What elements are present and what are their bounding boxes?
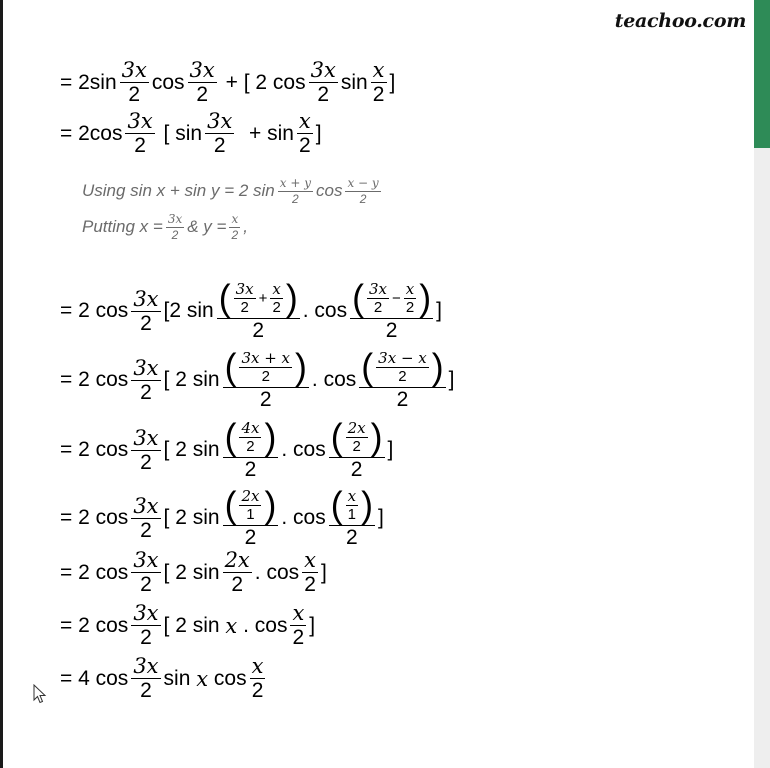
equation-line-2 (60, 110, 322, 157)
term-text: 2 cos (78, 613, 129, 637)
term-text: ] (387, 438, 394, 462)
fraction: $\frac{x}{2}$ (231, 212, 239, 242)
brand-logo: teachoo.com (614, 10, 746, 32)
equation-line-7 (60, 549, 327, 596)
term-text: [ 2 sin (163, 438, 220, 462)
equals-sign: = (60, 613, 73, 637)
compound-fraction: ( $\frac{3x}{2}$ − $\frac{x}{2}$ ) 2 (352, 276, 432, 342)
note-text: Using sin x + sin y = 2 sin (82, 181, 275, 201)
term-text: cos (151, 70, 185, 94)
fraction: $\frac{x}{2}$ (298, 109, 311, 158)
left-border (0, 0, 3, 768)
equals-sign: = (60, 368, 73, 392)
fraction: $\frac{3x}{2}$ (133, 355, 159, 404)
term-text: [ 2 sin (163, 560, 220, 584)
equation-line-5 (60, 415, 394, 481)
note-text: Putting x = (82, 217, 163, 237)
term-text: ] (377, 506, 384, 530)
equation-line-3 (60, 276, 442, 342)
term-text: . cos (311, 368, 357, 392)
compound-fraction: ( $\frac{3x - x}{2}$ ) 2 (361, 345, 444, 411)
term-text: ] (320, 560, 327, 584)
fraction: $\frac{3x}{2}$ (207, 109, 233, 158)
variable-x: x (225, 613, 238, 638)
note-line-2 (82, 213, 248, 241)
compound-fraction: ( $\frac{3x}{2}$ + $\frac{x}{2}$ ) 2 (218, 276, 298, 342)
fraction: $\frac{x}{2}$ (292, 601, 305, 650)
term-text: sin (163, 666, 191, 690)
term-text: + [ (225, 70, 250, 94)
equals-sign: = (60, 121, 73, 145)
term-text: . cos (254, 560, 300, 584)
equation-line-9 (60, 655, 268, 702)
term-text: 2sin (78, 70, 117, 94)
scrollbar[interactable] (754, 0, 770, 768)
term-text: 4 cos (78, 666, 129, 690)
term-text: 2 cos (78, 506, 129, 530)
compound-fraction: ( $\frac{2x}{2}$ ) 2 (330, 415, 383, 481)
compound-fraction: ( $\frac{3x + x}{2}$ ) 2 (224, 345, 307, 411)
note-text: , (243, 217, 248, 237)
term-text: ] (309, 613, 316, 637)
fraction: $\frac{3x}{2}$ (133, 601, 159, 650)
note-text: & y = (187, 217, 227, 237)
compound-fraction: ( $\frac{x}{1}$ ) 2 (330, 483, 373, 549)
term-text: 2 cos (78, 560, 129, 584)
term-text: 2 cos (255, 70, 306, 94)
equals-sign: = (60, 438, 73, 462)
term-text: [ 2 sin (163, 613, 220, 637)
equals-sign: = (60, 299, 73, 323)
variable-x: x (196, 666, 209, 691)
fraction: $\frac{2x}{2}$ (224, 548, 250, 597)
term-text: . cos (281, 506, 326, 530)
term-text: ] (389, 70, 396, 94)
equals-sign: = (60, 70, 73, 94)
scrollbar-thumb[interactable] (754, 0, 770, 148)
fraction: $\frac{x - y}{2}$ (347, 176, 379, 206)
fraction: $\frac{3x}{2}$ (133, 425, 159, 474)
term-text: ] (448, 368, 455, 392)
term-text: 2cos (78, 121, 123, 145)
term-text: [2 sin (163, 299, 214, 323)
fraction: $\frac{x}{2}$ (304, 548, 316, 597)
compound-fraction: ( $\frac{2x}{1}$ ) 2 (224, 483, 277, 549)
equation-line-4 (60, 345, 455, 411)
term-text: . cos (302, 299, 348, 323)
equals-sign: = (60, 666, 73, 690)
mouse-pointer-icon (33, 684, 47, 704)
term-text: sin (175, 121, 203, 145)
term-text: + sin (248, 121, 294, 145)
fraction: $\frac{3x}{2}$ (133, 493, 159, 542)
term-text: sin (340, 70, 368, 94)
term-text: [ 2 sin (163, 368, 220, 392)
equation-line-6 (60, 483, 384, 549)
note-line-1 (82, 177, 384, 205)
term-text: cos (213, 666, 247, 690)
term-text: [ (163, 121, 170, 145)
fraction: $\frac{3x}{2}$ (167, 212, 183, 242)
fraction: $\frac{x + y}{2}$ (279, 176, 311, 206)
term-text: ] (436, 299, 442, 323)
fraction: $\frac{x}{2}$ (251, 654, 264, 703)
equation-line-8 (60, 602, 315, 649)
fraction: $\frac{x}{2}$ (372, 58, 385, 107)
fraction: $\frac{3x}{2}$ (189, 58, 215, 107)
note-text: cos (316, 181, 343, 201)
fraction: $\frac{3x}{2}$ (133, 548, 159, 597)
compound-fraction: ( $\frac{4x}{2}$ ) 2 (224, 415, 277, 481)
fraction: $\frac{3x}{2}$ (133, 286, 159, 335)
term-text: [ 2 sin (163, 506, 220, 530)
fraction: $\frac{3x}{2}$ (127, 109, 153, 158)
equals-sign: = (60, 506, 73, 530)
fraction: $\frac{3x}{2}$ (133, 654, 159, 703)
term-text: 2 cos (78, 299, 129, 323)
term-text: 2 cos (78, 438, 129, 462)
term-text: ] (315, 121, 322, 145)
equals-sign: = (60, 560, 73, 584)
term-text: . cos (281, 438, 326, 462)
equation-line-1 (60, 59, 395, 106)
fraction: $\frac{3x}{2}$ (310, 58, 336, 107)
term-text: . cos (243, 613, 288, 637)
fraction: $\frac{3x}{2}$ (121, 58, 147, 107)
term-text: 2 cos (78, 368, 129, 392)
